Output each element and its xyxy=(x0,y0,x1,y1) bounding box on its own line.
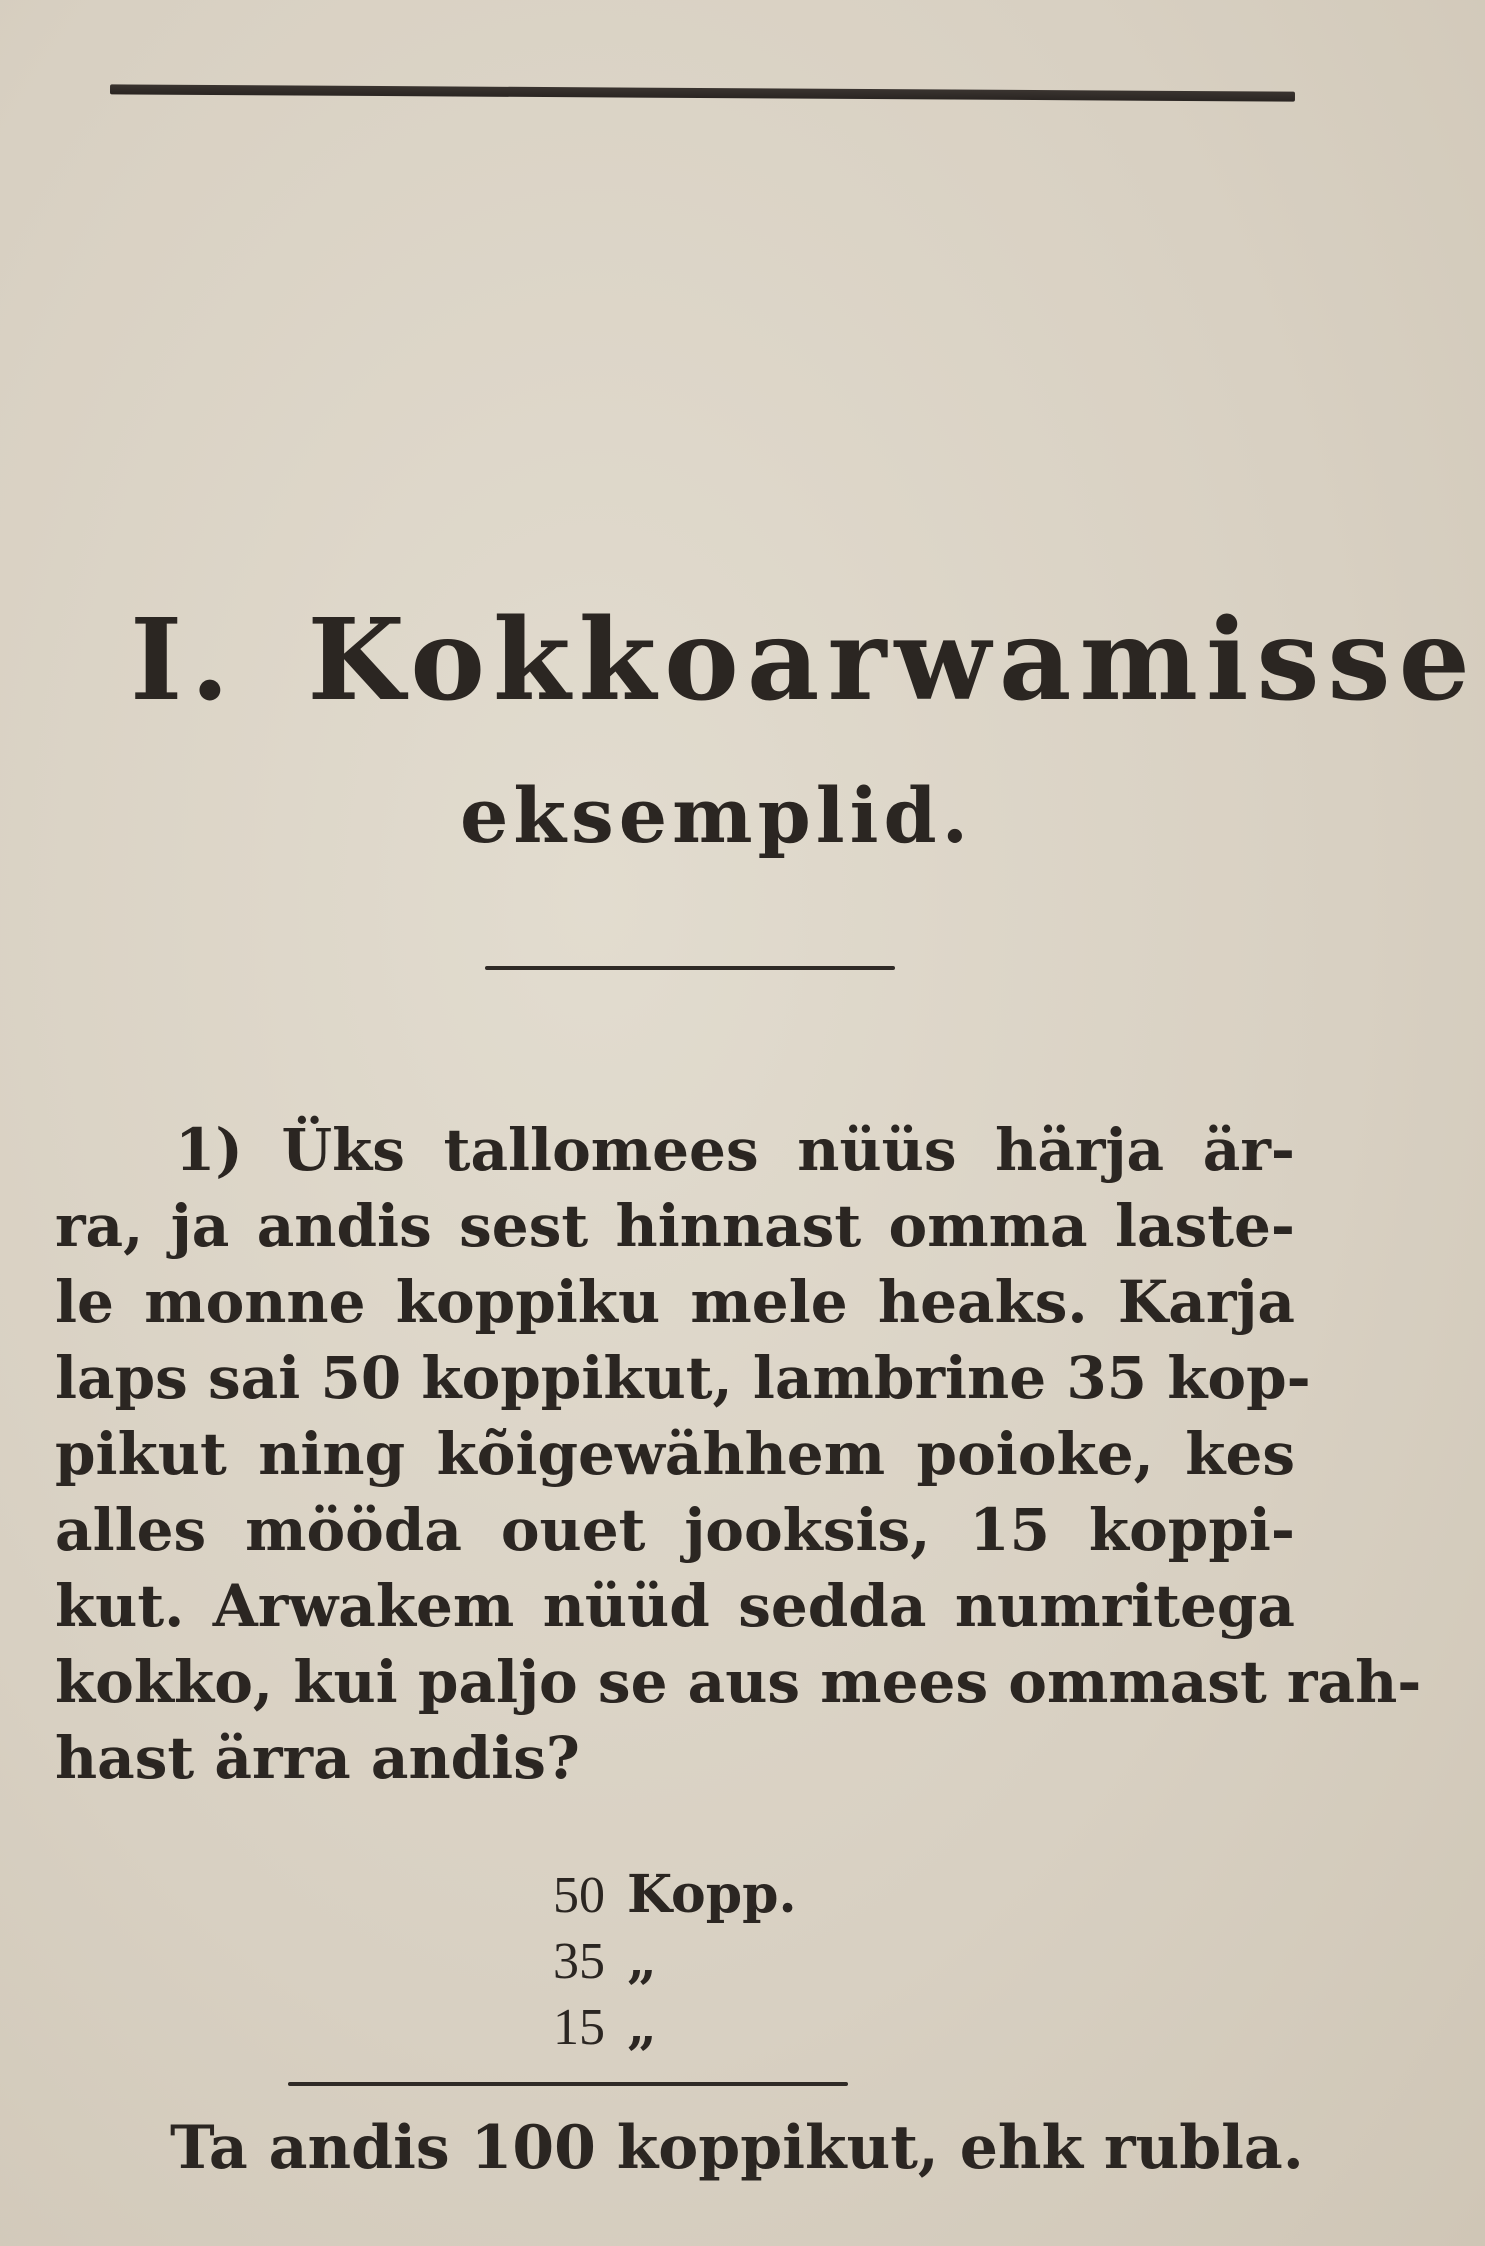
section-heading xyxy=(130,595,1478,726)
text-line: alles mööda ouet jooksis, 15 koppi- xyxy=(55,1496,1295,1564)
sum-unit: Kopp. xyxy=(627,1864,797,1925)
section-subtitle: eksemplid. xyxy=(460,771,974,860)
divider-rule xyxy=(485,966,895,970)
sum-amount: 35 xyxy=(553,1933,605,1990)
text-line: kokko, kui paljo se aus mees ommast rah- xyxy=(55,1648,1422,1716)
section-title: Kokkoarwamisse xyxy=(307,595,1478,726)
problem-paragraph xyxy=(55,1112,1422,1796)
sum-unit: „ xyxy=(627,1996,657,2057)
addition-column xyxy=(505,1862,835,2060)
sum-row xyxy=(505,1994,835,2060)
sum-row xyxy=(505,1928,835,1994)
text-line: ra, ja andis sest hinnast omma laste- xyxy=(55,1192,1295,1260)
sum-amount: 50 xyxy=(553,1867,605,1924)
sum-amount: 15 xyxy=(553,1999,605,2056)
section-number: I. xyxy=(130,595,238,726)
sum-rule xyxy=(288,2082,848,2086)
sum-row xyxy=(505,1862,835,1928)
top-rule xyxy=(110,84,1295,101)
text-line: pikut ning kõigewähhem poioke, kes xyxy=(55,1420,1295,1488)
text-line: 1) Üks tallomees nüüs härja är- xyxy=(175,1116,1295,1184)
sum-unit: „ xyxy=(627,1930,657,1991)
text-line: kut. Arwakem nüüd sedda numritega xyxy=(55,1572,1295,1640)
text-line: hast ärra andis? xyxy=(55,1724,580,1792)
text-line: laps sai 50 koppikut, lambrine 35 kop- xyxy=(55,1344,1311,1412)
answer-line: Ta andis 100 koppikut, ehk rubla. xyxy=(170,2113,1304,2183)
text-line: le monne koppiku mele heaks. Karja xyxy=(55,1268,1295,1336)
